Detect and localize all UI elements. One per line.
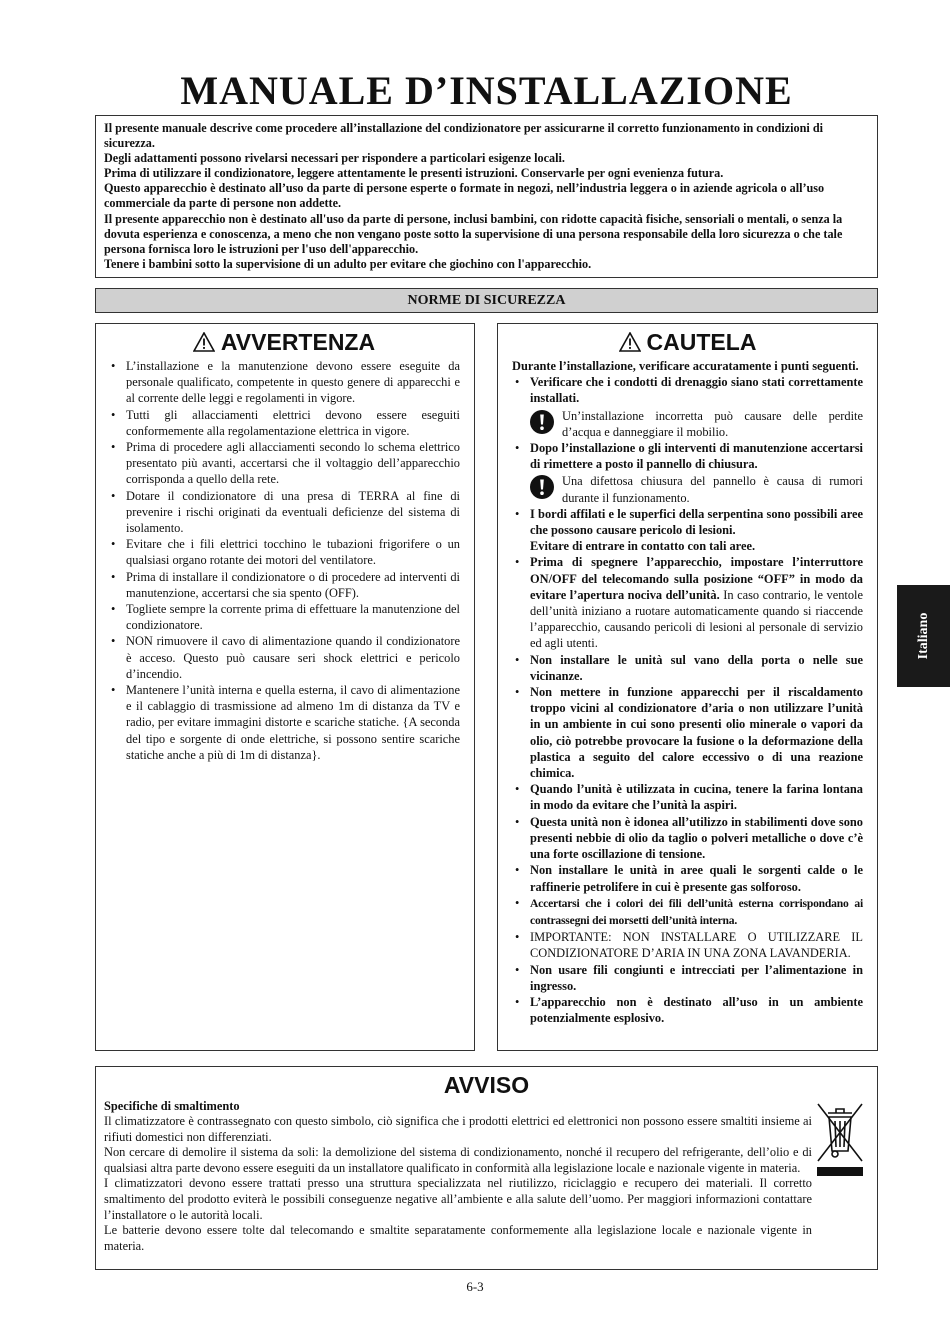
list-item: • Accertarsi che i colori dei fili dell’unità esterna corrispondano ai contrassegni dei morsetti dell’unità interna. [512, 895, 863, 929]
caution-note: Una difettosa chiusura del pannello è causa di rumori durante il funzionamento. [530, 473, 863, 505]
avvertenza-heading [108, 328, 460, 356]
intro-paragraph: Questo apparecchio è destinato all’uso da parte di persone esperte o formate in negozi, nell’industria leggera o in aziende agricola o all’uso commerciale da parte di persone non addette. [104, 181, 825, 211]
avviso-subheading: Specifiche di smaltimento [104, 1099, 240, 1113]
intro-box [95, 115, 878, 278]
avvertenza-box [95, 323, 475, 1051]
list-item: • Quando l’unità è utilizzata in cucina, tenere la farina lontana in modo da evitare che l’unità la aspiri. [512, 781, 863, 813]
cautela-lead: Durante l’installazione, verificare accuratamente i punti seguenti. [512, 359, 859, 373]
list-item: • Non installare le unità sul vano della porta o nelle sue vicinanze. [512, 652, 863, 684]
language-tab [897, 585, 950, 687]
avviso-heading: AVVISO [443, 1072, 530, 1098]
warning-triangle-icon [193, 332, 215, 352]
list-item: • Verificare che i condotti di drenaggio siano stati correttamente installati. Un’installazione incorretta può causare delle perdite d’acqua e danneggiare il mobilio. [512, 374, 863, 440]
avviso-paragraph: Le batterie devono essere tolte dal telecomando e smaltite separatamente conformemente alla legislazione locale e nazionale vigente in materia. [104, 1223, 812, 1253]
list-item: • L’apparecchio non è destinato all’uso in un ambiente potenzialmente esplosivo. [512, 994, 863, 1026]
list-item: • Togliete sempre la corrente prima di effettuare la manutenzione del condizionatore. [108, 601, 460, 633]
exclamation-icon [530, 475, 554, 499]
intro-paragraph: Prima di utilizzare il condizionatore, leggere attentamente le presenti istruzioni. Conservarle per ogni evenienza futura. [104, 166, 724, 181]
page-number: 6-3 [466, 1279, 484, 1294]
list-item: • L’installazione e la manutenzione devono essere eseguite da personale qualificato, competente in questo genere di apparecchi e al corrente delle leggi e regolamenti in vigore. [108, 358, 460, 407]
warning-triangle-icon [619, 332, 641, 352]
crossed-bin-weee-icon [813, 1099, 867, 1179]
avviso-box [95, 1066, 878, 1270]
list-item: • Prima di spegnere l’apparecchio, impostare l’interruttore ON/OFF del telecomando sulla posizione “OFF” in modo da evitare l’apertura nociva dell’unità. In caso contrario, le ventole dell’unità iniziano a ruotare automaticamente quando si riaccende l’apparecchio, causando pericoli di lesioni al personale di servizio ed agli utenti. [512, 554, 863, 651]
list-item: • Tutti gli allacciamenti elettrici devono essere eseguiti conformemente alla regolamentazione elettrica in vigore. [108, 407, 460, 439]
cautela-heading [512, 328, 863, 356]
avviso-paragraph: I climatizzatori devono essere trattati presso una struttura specializzata nel riutilizzo, riciclaggio e recupero dei materiali. Il corretto smaltimento del prodotto eviterà le possibili conseguenze negative all’ambiente e alla salute dell’uomo. Per maggiori informazioni contattare l’installatore o le autorità locali. [104, 1176, 812, 1222]
list-item: • Mantenere l’unità interna e quella esterna, il cavo di alimentazione e il cablaggio di trasmissione ad almeno 1m di distanza da TV e radio, per evitare immagini distorte e scariche statiche. {A seconda del tipo e sorgente di onde elettriche, si possono sentire scariche statiche anche a più di 1m di distanza}. [108, 682, 460, 763]
avvertenza-heading-text: AVVERTENZA [220, 329, 376, 355]
list-item: • Questa unità non è idonea all’utilizzo in stabilimenti dove sono presenti nebbie di olio da taglio o polveri metalliche o dove c’è una forte oscillazione di tensione. [512, 814, 863, 863]
list-item: • Non installare le unità in aree quali le sorgenti calde o le raffinerie petrolifere in cui è presente gas solforoso. [512, 862, 863, 894]
page-title: MANUALE D’INSTALLAZIONE [180, 68, 793, 113]
avviso-text [104, 1114, 812, 1254]
list-item: • Non mettere in funzione apparecchi per il riscaldamento troppo vicini al condizionatore d’aria o non utilizzare l’unità in un ambiente in cui sono presenti olio minerale o vapori da olio, ciò potrebbe provocare la fusione o la deformazione della plastica a seguito del calore eccessivo o di una reazione chimica. [512, 684, 863, 781]
list-item: • Prima di procedere agli allacciamenti secondo lo schema elettrico presentato più avanti, accertarsi che il voltaggio dell’apparecchio corrisponda a quello della rete. [108, 439, 460, 488]
section-title: NORME DI SICUREZZA [95, 288, 878, 313]
cautela-heading-text: CAUTELA [646, 329, 757, 355]
list-item: • Dopo l’installazione o gli interventi di manutenzione accertarsi di rimettere a posto il pannello di chiusura. Una difettosa chiusura del pannello è causa di rumori durante il funzionamento. [512, 440, 863, 506]
intro-paragraph: Il presente manuale descrive come procedere all’installazione del condizionatore per assicurarne il corretto funzionamento in condizioni di sicurezza. [104, 121, 823, 151]
caution-note: Un’installazione incorretta può causare delle perdite d’acqua e danneggiare il mobilio. [530, 408, 863, 440]
list-item: • Dotare il condizionatore di una presa di TERRA al fine di prevenire i rischi originati da eventuali deficienze del sistema di isolamento. [108, 488, 460, 537]
cautela-box [497, 323, 878, 1051]
list-item: • Non usare fili congiunti e intrecciati per l’alimentazione in ingresso. [512, 962, 863, 994]
list-item: • Prima di installare il condizionatore o di procedere ad interventi di manutenzione, accertarsi che sia spento (OFF). [108, 569, 460, 601]
exclamation-icon [530, 410, 554, 434]
avviso-paragraph: Il climatizzatore è contrassegnato con questo simbolo, ciò significa che i prodotti elettrici ed elettronici non possono essere smaltiti insieme ai rifiuti domestici non differenziati. [104, 1114, 812, 1144]
avviso-paragraph: Non cercare di demolire il sistema da soli: la demolizione del sistema di condizionamento, nonché il recupero del refrigerante, dell’olio e di qualsiasi altra parte devono essere eseguiti da un installatore qualificato in conformità alla legislazione locale e nazionale vigente in materia. [104, 1145, 812, 1175]
intro-paragraph: Il presente apparecchio non è destinato all'uso da parte di persone, inclusi bambini, con ridotte capacità fisiche, sensoriali o mentali, o senza la dovuta esperienza e conoscenza, a meno che non vengano poste sotto la supervisione di una persona responsabile della loro sicurezza o che tale persona fornisca loro le istruzioni per l'uso dell'apparecchio. [104, 211, 843, 256]
list-item: • I bordi affilati e le superfici della serpentina sono possibili aree che possono causare pericolo di lesioni. Evitare di entrare in contatto con tali aree. [512, 506, 863, 555]
language-tab-label: Italiano [915, 612, 931, 660]
intro-paragraph: Degli adattamenti possono rivelarsi necessari per rispondere a particolari esigenze locali. [104, 151, 565, 166]
avvertenza-list [108, 358, 460, 763]
list-item: • NON rimuovere il cavo di alimentazione quando il condizionatore è acceso. Questo può causare seri shock elettrici e pericolo d’incendio. [108, 633, 460, 682]
list-item: • Evitare che i fili elettrici tocchino le tubazioni frigorifere o un qualsiasi organo rotante dei motori del ventilatore. [108, 536, 460, 568]
list-item: • IMPORTANTE: NON INSTALLARE O UTILIZZARE IL CONDIZIONATORE D’ARIA IN UNA ZONA LAVANDERIA. [512, 929, 863, 961]
intro-paragraph: Tenere i bambini sotto la supervisione di un adulto per evitare che giochino con l'apparecchio. [104, 256, 592, 271]
cautela-list [512, 374, 863, 1026]
